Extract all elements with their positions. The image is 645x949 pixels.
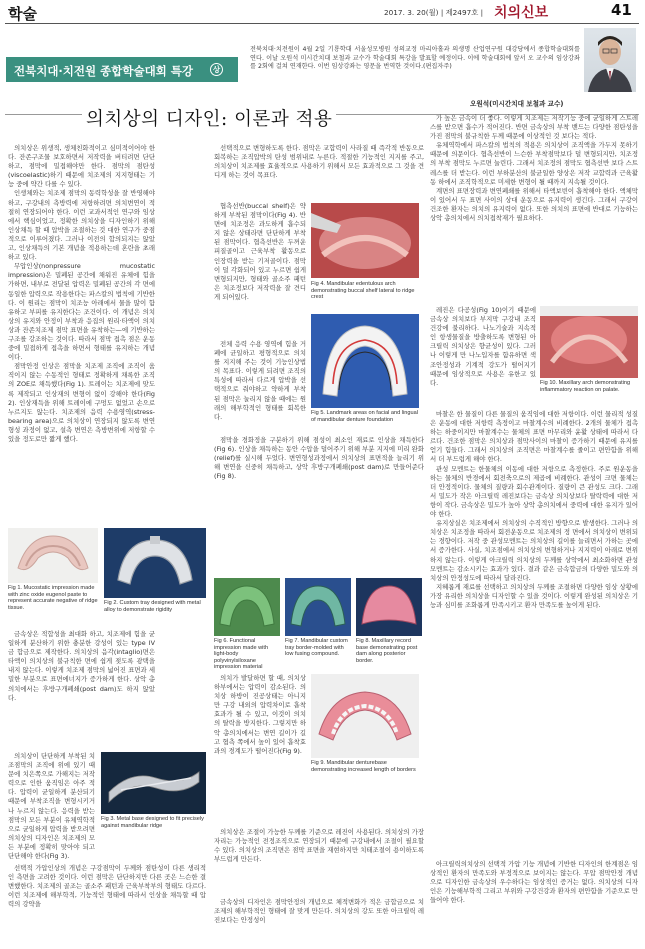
- paragraph: 전체 응력 수용 영역에 힘을 거폐에 균일하고 평형적으로 의치를 지지해 주는 것이 기능인상법의 목표다. 이렇게 되려면 조직의 특성에 따라서 다르게 압박을 선택적으로 줘야하고 약하게 부착된 점막은 눌리지 않을 때에는 원래의 해부학적인 형태를 회복한다.: [214, 340, 306, 421]
- page-number: 41: [611, 1, 632, 19]
- paragraph: 관성 모멘트는 한물체의 이동에 대한 저항으로 측정한다. 주로 원운동을 하는 물체의 반경에서 회전축으로의 제곱에 비례한다. 관성이 크면 물체는 더 안정적이다. 물체의 질량과 회수관계이다. 질량이 큰 관성도 크다. 그래서 밀도가 작은 아크릴릭 레진보다는 금속상 의치상보다 탈락력에 대한 저항이 작다. 금속상은 밀도가 높아 상악 총의치에서 중력에 대한 유지가 있어야 한다.: [430, 464, 638, 519]
- paragraph: 금속상은 적합성을 최대화 하고, 치조제에 힘을 균일하게 분산하기 위한 충분한 강성이 있는 type IV 금 합금으로 제작한다. 의치상의 음각(intaglio)면은 타액이 의치상의 불규칙한 면에 쉽게 젖도록 광택을 내지 않는다. 이렇게 치조제 점막의 넓어진 표면과 세밀한 부분으로 표면에너지가 증가하게 한다. 상악 총의치에서는 후방구개폐쇄(post dam)도 하지 않았다.: [8, 630, 155, 702]
- figure-6-image: [214, 578, 280, 636]
- figure-9-image: [311, 674, 419, 758]
- figure-4-caption: Fig 4. Mandibular edentulous arch demonstrating buccal shelf lateral to ridge crest: [311, 281, 415, 301]
- paragraph: 의치가 발달하면 할 때, 의치상 하부에서는 압력이 감소된다. 의치상 하방이 진공상태는 아니지만 구강 내외의 압력차이로 흡착효과가 될 수 있고, 이것이 의치의 탈락을 방지한다. 그렇지만 하악 총의치에서는 변연 길이가 길고 협측 쪽에서 높이 있어 흡착효과의 경계도가 떨어진다(Fig 9).: [214, 674, 306, 755]
- paragraph: 협측선반(buccal shelf)은 약하게 부착된 점막이다(Fig 4). 반면에 치조정은 과도하게 흡수되지 않은 상태라면 단단하게 부착된 점막이다. 협측선반은 두꺼운 피질골이고 근육부착 활동으로 인장력을 받는 기저골이다. 점막이 덜 각화되어 있고 누르면 쉽게 변형되지만, 형태와 골소주 패턴은 치조정보다 저작력을 잘 견디게 되어있다.: [214, 202, 306, 301]
- paragraph: 인생체와는 치조제 점막의 동력학성을 잘 반영해야 하고, 구강내의 측방력에 저항하려면 의치변연이 적절히 연장되어야 한다. 이런 교과서적인 연구와 임상에서 핵심이었고, 정확한 의치상을 디자인하기 위해 인상채득 할 때 압박을 조절하는 것 대한 연구가 중점적으로 이루어졌다. 그러나 이전의 합의되지는 않았고, 인상채득의 기본 개념을 적용하는데 혼란을 초래하고 있다.: [8, 189, 155, 262]
- paragraph: 점막을 경화정을 구분하기 위해 점성이 최소인 재료로 인상을 채득한다(Fig 6). 인상을 채득하는 동안 수압을 덜어주기 위해 부분 지지에 미리 완화(relief)를 실시해 두었다. 변연형성과정에서 의치상의 표면적을 늘리기 위해 변연을 신중히 채득하고, 상악 후방구개폐쇄(post dam)로 만들어준다(Fig 8).: [214, 436, 424, 481]
- column-3-bottom: [430, 860, 638, 944]
- column-2-top: [214, 144, 424, 200]
- banner-badge: 상: [210, 63, 223, 76]
- figure-3-caption: Fig 3. Metal base designed to fit precisely against mandibular ridge: [101, 816, 204, 829]
- article-title: 의치상의 디자인: 이론과 적용: [82, 105, 336, 131]
- paragraph: 무압인상(nonpressure mucostatic impression)은 밀폐된 공간에 채워진 유체에 힘을 가하면, 내부로 전달된 압력은 밀폐된 공간의 각 면에 동일한 압력으로 작용한다는 파스칼의 법칙에 기반한다. 이 원리는 점막이 치조능 아래에서 물을 많이 함유하고 부피를 유지한다는 조건이다. 이 개념은 의치상의 유지와 안정이 부착과 응집의 원리·타액이 의치상과 잔존치조제 점막 표면을 유착하는—에 기반하는 구조를 강조하는 것이다. 따라서 점막 접촉 점은 운동 중에 밀접하게 접촉을 하면서 형태를 유지하는 개념이다.: [8, 262, 155, 362]
- figure-5-image: [311, 314, 419, 408]
- column-1-bottom: [8, 864, 206, 942]
- paragraph: 계면의 표면장력과 변연폐쇄를 위해서 타액보빈이 흡착해야 한다. 액체막이 있어서 두 표면 사이의 상대 운동으로 유지력이 생긴다. 그래서 구강이 건조한 환자는 의치의 유지력이 없다. 또한 의치의 표면에 반대로 기능하는 상악 총의치에서 의치접착재가 필요하다.: [430, 186, 638, 223]
- paragraph: 가 높은 금속이 더 좋다. 이렇게 치조제는 저작기능 중에 균일하게 스트레스를 받으면 흡수가 적어진다. 반면 금속상의 부착 밴드는 다양한 점탄성을 가진 점막의 불규칙한 두께 때문에 이상적인 것 보다는 적다.: [430, 114, 638, 141]
- figure-2-caption: Fig 2. Custom tray designed with metal alloy to demonstrate rigidity: [104, 600, 201, 613]
- figure-5-caption: Fig 5. Landmark areas on facial and lingual of mandibular denture foundation: [311, 410, 418, 423]
- intro-author: 오원석(미시간치대 보철과 교수): [470, 100, 564, 108]
- figure-1-image: [8, 528, 98, 583]
- column-1-middle: [8, 630, 155, 750]
- paragraph: 마찰은 한 물질이 다른 물질의 움직임에 대한 저항이다. 이런 물리적 성질은 운동에 대한 저항력 측정이고 마찰계수의 비례한다. 2개의 물체가 접촉하는 하중이지만 마찰계수는 물체의 표면 마무리와 윤활 상태에 따라서 다르다. 건조한 점막은 의치상과 점막사이의 마찰이 증가하기 때문에 유지를 얻기 힘들다. 그래서 의치상의 조직면은 마찰계수를 줄이고 편안함을 위해서 더 부드럽게 해야 한다.: [430, 410, 638, 464]
- column-3-narrow: [430, 306, 536, 406]
- paragraph: 유지상실은 치조제에서 의치상의 수직적인 방향으로 발생한다. 그러나 의치상은 치조정을 따라서 회전운동으로 치조제의 정 면에서 의치상이 변위되는 경향이다. 저작 중 관성모멘트는 의치상의 길이를 늘리면서 가하는 곳에서 증가한다. 사실, 치조점에서 의치상의 변형하거나 지지력이 아래로 변위하지 않는다. 이렇게 아크릴릭 의치상의 두께를 상악에서 최소화하면 관성모멘트는 감소시키는 효과가 있다. 결과 같은 금속합금의 다양한 밀도와 의치상의 안정성도에 따라서 달라진다.: [430, 519, 638, 582]
- figure-9-caption: Fig 9. Mandibular denturebase demonstrating increased length of borders: [311, 760, 416, 773]
- column-2-wide: [214, 436, 424, 588]
- author-portrait: [584, 28, 636, 92]
- column-2-last: [214, 898, 424, 944]
- figure-7-image: [285, 578, 351, 636]
- column-2-narrow-a: [214, 202, 306, 340]
- figure-7-caption: Fig 7. Mandibular custom tray border-molded with low fusing compound.: [285, 638, 348, 658]
- figure-8-image: [356, 578, 422, 636]
- editor-intro: 전북치대·치전원이 4월 2일 기룡학대 서울성모병원 성의교정 마리아홀과 의생명 산업연구원 대강당에서 종합학술대회를 연다. 이날 오원석 미시간치대 보철과 교수가 학술대회 특강을 발표할 예정이다. 이에 학술대회에 앞서 오 교수의 임상강좌를 2회에 걸쳐 연재한다. 이번 임상강좌는 영문을 번역한 것이다.(편집자주): [250, 46, 580, 71]
- column-2-narrow-c: [214, 674, 306, 826]
- column-1-top: [8, 144, 155, 536]
- figure-1-caption: Fig 1. Mucostatic impression made with zinc oxide eugenol paste to represent accurate negative of ridge tissue.: [8, 585, 98, 611]
- figure-8-caption: Fig 8. Maxillary record base demonstrating post dam along posterior border.: [356, 638, 418, 664]
- paragraph: 의치상은 위생적, 생체친화적이고 심미적이어야 한다. 잔존구조물 보호하면서 저작력을 버티려면 단단하고, 점막에 밀접해야만 한다. 점막의 점탄성(viscoelastic)하기 때문에 치조제의 지지형태는 기능 중에 약간 다를 수 있다.: [8, 144, 155, 189]
- figure-4-image: [311, 203, 419, 278]
- section-label: 학술: [8, 5, 37, 23]
- newspaper-name: 치의신보: [494, 5, 549, 21]
- column-3-top: [430, 114, 638, 304]
- paragraph: 유체역학에서 파스칼의 법칙의 적용은 의치상이 조직액을 가두지 못하기 때문에 의문이다. 협측선반이 느슨한 부착점막보다 덜 변형되지만, 치조정의 부착 점막도 누르면 눌린다. 그래서 치조정의 점막도 협측선반 보다 스트레스를 더 받는다. 이런 부하분산의 불균일한 양상은 저작 교합력과 근육활동 하에서 조직학적으로 미세한 변형이 될 때까지 지속될 것이다.: [430, 141, 638, 186]
- figure-2-image: [104, 528, 206, 598]
- column-1-narrow: [8, 752, 95, 861]
- paragraph: 점막안정 인상은 점막을 치조제 조직에 조직이 움직이지 않는 수동적인 형태로 정확하게 채록한 조직의 ZOE로 채득했다(Fig 1). 트레이는 치조제에 맞도록 제작되고 인상재의 변형이 없이 강해야 한다(Fig 2). 인상재득을 위해 트레이에 구멍도 없었고 손으로 누르지도 않는다. 치조제의 음력 수용영역(stress-bearing area)으로 의치상이 연장되지 않도록 변연형성 과정이 없고, 설측 변연은 측방변위에 저항할 수 있을 정도로만 짧게 했다.: [8, 362, 155, 443]
- column-2-bottom: [214, 828, 424, 888]
- paragraph: 의치상이 단단하게 부착된 치조점막의 조직에 위에 있기 때문에 치은쪽으로 가해지는 저작력으로 인한 움직임은 아주 적다. 압력이 균일하게 분산되기 때문에 부착조직을 변형시키거나 누르지 않는다. 응력을 받는 점막의 모든 부분이 유체역학적으로 균일하게 압력을 받으려면 의치상의 디자인은 치조제의 모든 부분에 정확히 맞아야 되고 단단해야 한다(Fig 3).: [8, 752, 95, 861]
- paragraph: 의치상은 조절이 가능한 두께를 기준으로 레진이 사용된다. 의치상의 가장자리는 가능적인 전정조직으로 연장되기 때문에 구강내에서 조절이 필요할 수 있다. 의치상의 조직면은 점막 표면을 재현하지만 치태조절이 용이하도록 부드럽게 만든다.: [214, 828, 424, 864]
- column-3-middle: [430, 410, 638, 820]
- paragraph: 선택적 가압인상의 개념은 구강점막이 두께와 점탄성이 다른 생리적인 측면을 고려한 것이다. 이런 점막은 단단하지만 다른 곳은 느슨한 결 변했한다. 치조제의 골조는 골소주 패턴과 근육부착부의 형태도 다르다. 이런 치조제에 해부학적, 기능적인 형태에 따라서 인상을 채득할 때 압력의 강약을: [8, 864, 206, 909]
- paragraph: 지혜롭게 재료를 선택하고 의치상의 두께를 조절하면 다양한 임상 상황에 가장 유리한 의치상을 디자인할 수 있을 것이다. 이렇게 완성된 의치상은 기능과 심미를 조화롭게 만족시키고 환자 만족도를 높이게 된다.: [430, 582, 638, 609]
- paragraph: 레진은 다공성(Fig 10)이기 때문에 금속상 의치보다 부지막 구강내 조직 건강에 불리하다. 나노기술과 지속적인 항생물질을 방출하도록 변형된 아크릴릭 의치상은 향균성이 있다. 그러나 이렇게 만 나노입자를 함유하면 색조안정성과 기계적 강도가 떨어지기 때문에 임상적으로 사용은 유한고 있다.: [430, 306, 536, 387]
- figure-3-image: [101, 752, 206, 814]
- paragraph: 금속상의 디자인은 점막안정의 개념으로 체적변화가 적은 금합금으로 치조제의 해부학적인 형태에 잘 맞게 만든다. 의치상의 강도 또한 아크릴릭 레진보다는 안정성이: [214, 898, 424, 925]
- header-rule: [5, 23, 639, 24]
- banner-title: 전북치대·치전원 종합학술대회 특강: [14, 64, 194, 78]
- paragraph: 아크릴릭의치상의 선택적 가압 기능 개념에 기반한 디자인의 한계점은 임상적인 환자의 만족도와 부정적으로 보이지는 않는다. 무압 점막안정 개념으로 디자인한 금속상의 우수하다는 임상적인 증거는 없다. 의치상의 디자인은 기능해부학적 그리고 부위와 구강건강과 환자의 편안함을 기준으로 만들어야 한다.: [430, 860, 638, 905]
- column-2-narrow-b: [214, 340, 306, 434]
- paragraph: 선택적으로 변형하도록 한다. 점막은 교합력이 사라질 때 즉각적 반동으로 회복하는 조직압박의 탄성 범위내로 누른다. 적절한 기능적인 지지를 주고, 의치상이 치조제를 효율적으로 사용하기 위해서 모든 효과적으로 그 것을 견디게 하는 것이 목표다.: [214, 144, 424, 180]
- figure-10-image: [540, 306, 638, 378]
- figure-6-caption: Fig 6. Functional impression made with light-body polyvinylsiloxane impression material: [214, 638, 269, 671]
- figure-10-caption: Fig 10. Maxillary arch demonstrating inflammatory reaction on palate.: [540, 380, 631, 393]
- issue-info: 2017. 3. 20(월) | 제2497호 |: [384, 8, 484, 17]
